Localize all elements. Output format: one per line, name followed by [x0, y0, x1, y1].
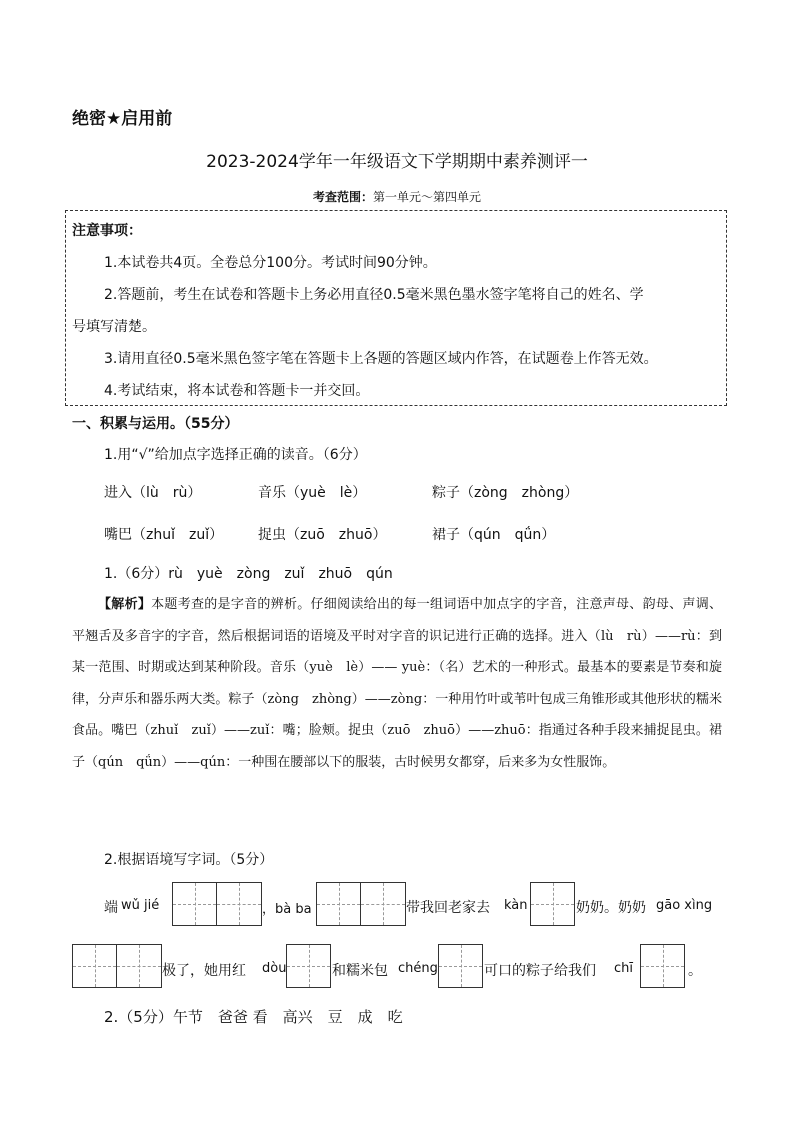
- scope-value: 第一单元～第四单元: [373, 190, 482, 204]
- notice-item: 3.请用直径0.5毫米黑色签字笔在答题卡上各题的答题区域内作答，在试题卷上作答无效。: [104, 351, 658, 367]
- answer-grid[interactable]: [72, 944, 162, 988]
- answer-grid[interactable]: [640, 944, 685, 988]
- notice-item: 4.考试结束，将本试卷和答题卡一并交回。: [104, 383, 370, 399]
- notice-item: 号填写清楚。: [72, 319, 156, 335]
- q1-answer: 1.（6分）rù yuè zòng zuǐ zhuō qún: [104, 566, 393, 582]
- analysis-text: 本题考查的是字音的辨析。仔细阅读给出的每一组词语中加点字的字音，注意声母、韵母、声调、平翘舌及多音字的字音，然后根据词语的语境及平时对字音的识记进行正确的选择。进入（lù rù）——rù：到某一范围、时期或达到某种阶段。音乐（yuè lè）—— yuè：（名）艺术的一种形式。最基本的要素是节奏和旋律，分声乐和器乐两大类。粽子（zòng zhòng）——zòng：一种用竹叶或苇叶包成三角锥形或其他形状的糯米食品。嘴巴（zhuǐ zuǐ）——zuǐ：嘴；脸颊。捉虫（zuō zhuō）——zhuō：指通过各种手段来捕捉昆虫。裙子（qún qǘn）——qún：一种围在腰部以下的服装，古时候男女都穿，后来多为女性服饰。: [72, 597, 722, 770]
- q1-option: 裙子（qún qǘn）: [432, 527, 556, 543]
- notice-item: 2.答题前，考生在试卷和答题卡上务必用直径0.5毫米黑色墨水签字笔将自己的姓名、学: [104, 287, 644, 303]
- q2-answer: 2.（5分）午节 爸爸 看 高兴 豆 成 吃: [104, 1008, 403, 1026]
- q1-analysis: [72, 589, 722, 778]
- answer-grid[interactable]: [438, 944, 483, 988]
- secret-mark: 绝密★启用前: [72, 109, 173, 129]
- q1-option: 进入（lù rù）: [104, 485, 202, 501]
- q1-option: 音乐（yuè lè）: [258, 485, 367, 501]
- q2-pinyin: gāo xìng: [656, 898, 713, 913]
- q2-pinyin: dòu: [262, 961, 287, 976]
- q1-option: 粽子（zòng zhòng）: [432, 485, 579, 501]
- q1-option: 捉虫（zuō zhuō）: [258, 527, 387, 543]
- q2-prompt: 2.根据语境写字词。（5分）: [104, 852, 274, 868]
- q2-text: 可口的粽子给我们: [484, 963, 596, 979]
- q2-pinyin: chī: [614, 961, 633, 976]
- q2-pinyin: chéng: [398, 961, 438, 976]
- q1-option: 嘴巴（zhuǐ zuǐ）: [104, 527, 224, 543]
- analysis-tag: 【解析】: [98, 597, 152, 612]
- exam-scope: [0, 188, 794, 205]
- scope-label: 考查范围：: [312, 190, 373, 204]
- q2-text: 极了，她用红: [162, 963, 246, 979]
- q2-pinyin: kàn: [504, 898, 528, 913]
- q1-prompt: 1.用“√”给加点字选择正确的读音。（6分）: [104, 447, 367, 463]
- q2-pinyin: wǔ jié: [121, 898, 160, 913]
- answer-grid[interactable]: [530, 882, 575, 926]
- notice-box: [65, 210, 727, 406]
- q2-text: 和糯米包: [332, 963, 388, 979]
- notice-item: 1.本试卷共4页。全卷总分100分。考试时间90分钟。: [104, 255, 437, 271]
- q2-text: 带我回老家去: [406, 900, 490, 916]
- answer-grid[interactable]: [286, 944, 331, 988]
- section-heading: 一、积累与运用。（55分）: [72, 416, 239, 432]
- notice-heading: 注意事项：: [72, 223, 142, 239]
- answer-grid[interactable]: [172, 882, 262, 926]
- q2-text: 端: [104, 900, 118, 916]
- answer-grid[interactable]: [316, 882, 406, 926]
- q2-text: 。: [688, 963, 702, 979]
- q2-text: 奶奶。奶奶: [576, 900, 646, 916]
- q2-pinyin: ，bà ba: [262, 902, 312, 917]
- exam-title: 2023-2024学年一年级语文下学期期中素养测评一: [206, 152, 588, 172]
